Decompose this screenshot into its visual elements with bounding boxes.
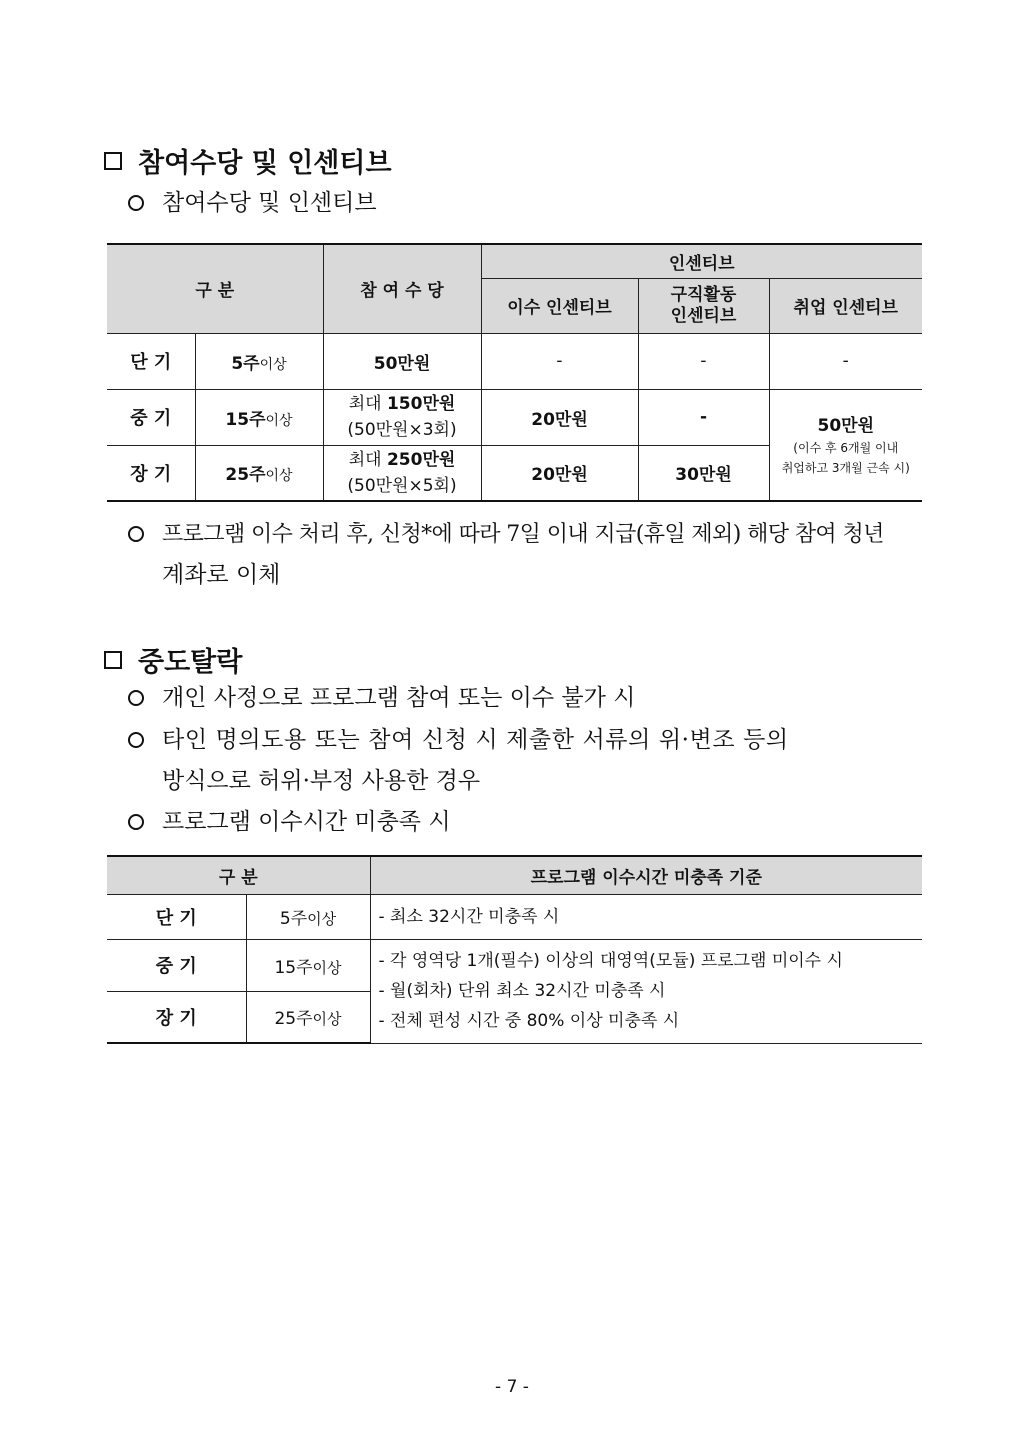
allowance-table <box>107 243 922 502</box>
header-category: 구 분 <box>107 856 370 894</box>
section-title-text: 참여수당 및 인센티브 <box>138 148 392 179</box>
bullet-text: 프로그램 이수시간 미충족 시 <box>162 809 451 835</box>
table-row <box>107 333 922 389</box>
row-employment: - <box>769 333 922 389</box>
row-completion: - <box>481 333 638 389</box>
header-completion-incentive: 이수 인센티브 <box>481 278 638 333</box>
row-completion: 20만원 <box>481 389 638 445</box>
row-allowance: 최대 250만원 (50만원×5회) <box>323 445 481 501</box>
circle-bullet-icon <box>128 732 144 748</box>
circle-bullet-icon <box>128 690 144 706</box>
row-level: 장 기 <box>107 445 195 501</box>
employment-amount: 50만원 <box>817 416 874 437</box>
criteria-item: - 각 영역당 1개(필수) 이상의 대영역(모듈) 프로그램 미이수 시 <box>378 951 843 971</box>
circle-bullet-icon <box>128 526 144 542</box>
row-jobsearch: 30만원 <box>638 445 769 501</box>
circle-bullet-icon <box>128 195 144 211</box>
row-level: 중 기 <box>107 939 246 991</box>
header-allowance: 참 여 수 당 <box>323 244 481 333</box>
table-row <box>107 389 922 445</box>
criteria-item: - 월(회차) 단위 최소 32시간 미충족 시 <box>378 981 666 1001</box>
row-weeks: 15주이상 <box>195 389 323 445</box>
criteria-item: - 전체 편성 시간 중 80% 이상 미충족 시 <box>378 1011 680 1031</box>
header-jobsearch-line1: 구직활동 <box>670 284 737 305</box>
criteria-mid-long <box>370 939 922 1043</box>
table-row <box>107 894 922 939</box>
table-row <box>107 939 922 991</box>
header-criteria: 프로그램 이수시간 미충족 기준 <box>370 856 922 894</box>
square-bullet-icon <box>104 651 122 669</box>
row-weeks: 5주이상 <box>195 333 323 389</box>
bullet-payment-note <box>128 514 926 596</box>
header-incentive: 인센티브 <box>481 244 922 278</box>
row-level: 단 기 <box>107 894 246 939</box>
row-level: 중 기 <box>107 389 195 445</box>
header-jobsearch-line2: 인센티브 <box>670 305 737 326</box>
section-title-allowance <box>104 141 392 180</box>
bullet-dropout-2 <box>128 720 926 802</box>
bullet-text: 개인 사정으로 프로그램 참여 또는 이수 불가 시 <box>162 685 636 711</box>
payment-note-line1: 프로그램 이수 처리 후, 신청*에 따라 7일 이내 지급(휴일 제외) 해당 참여 청년 <box>162 522 884 547</box>
section-title-text: 중도탈락 <box>138 647 243 678</box>
payment-note-line2: 계좌로 이체 <box>162 562 281 588</box>
header-category: 구 분 <box>107 244 323 333</box>
employment-note-line1: (이수 후 6개월 이내 <box>793 441 899 456</box>
row-weeks: 5주이상 <box>246 894 370 939</box>
criteria-short: - 최소 32시간 미충족 시 <box>370 894 922 939</box>
row-allowance: 최대 150만원 (50만원×3회) <box>323 389 481 445</box>
square-bullet-icon <box>104 152 122 170</box>
row-jobsearch: - <box>638 333 769 389</box>
employment-note-line2: 취업하고 3개월 근속 시) <box>781 461 910 476</box>
row-weeks: 15주이상 <box>246 939 370 991</box>
row-allowance: 50만원 <box>323 333 481 389</box>
row-weeks: 25주이상 <box>195 445 323 501</box>
section-title-dropout <box>104 640 242 679</box>
row-level: 단 기 <box>107 333 195 389</box>
bullet-text: 참여수당 및 인센티브 <box>162 190 377 216</box>
employment-incentive-merged <box>769 389 922 501</box>
bullet-dropout-1 <box>128 678 926 719</box>
bullet-dropout-3 <box>128 802 926 843</box>
bullet-text: 타인 명의도용 또는 참여 신청 시 제출한 서류의 위·변조 등의 <box>162 727 789 753</box>
bullet-text-cont: 방식으로 허위·부정 사용한 경우 <box>162 768 481 794</box>
bullet-allowance <box>128 183 926 224</box>
row-level: 장 기 <box>107 991 246 1043</box>
page-number: - 7 - <box>495 1377 529 1397</box>
dropout-criteria-table <box>107 855 922 1044</box>
header-employment-incentive: 취업 인센티브 <box>769 278 922 333</box>
header-jobsearch-incentive <box>638 278 769 333</box>
row-completion: 20만원 <box>481 445 638 501</box>
row-jobsearch: - <box>638 389 769 445</box>
row-weeks: 25주이상 <box>246 991 370 1043</box>
circle-bullet-icon <box>128 814 144 830</box>
